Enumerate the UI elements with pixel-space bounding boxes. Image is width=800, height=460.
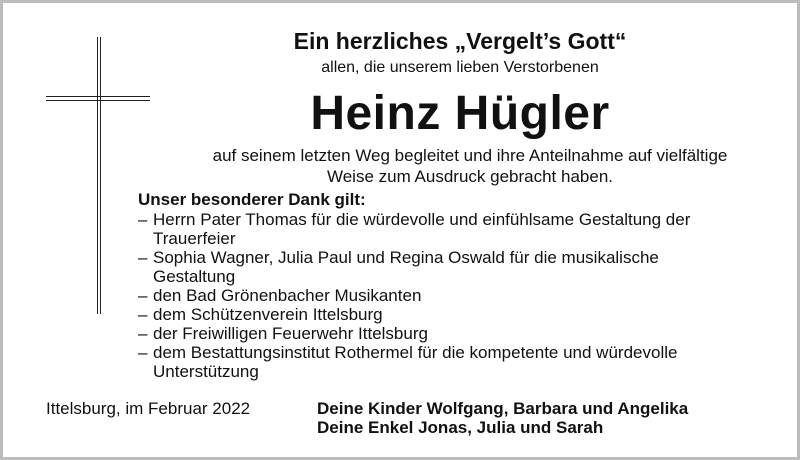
dash-bullet: – <box>138 286 148 305</box>
signature-line-1: Deine Kinder Wolfgang, Barbara und Angelika <box>317 399 689 418</box>
dash-bullet: – <box>138 343 148 362</box>
list-item-line-2: Trauerfeier <box>153 229 236 248</box>
list-item-line-1: der Freiwilligen Feuerwehr Ittelsburg <box>153 324 428 343</box>
list-item-line-2: Unterstützung <box>153 362 259 381</box>
intro-line-2: Weise zum Ausdruck gebracht haben. <box>326 167 613 186</box>
list-item-line-1: den Bad Grönenbacher Musikanten <box>153 286 422 305</box>
dash-bullet: – <box>138 305 148 324</box>
list-item-line-1: dem Schützenverein Ittelsburg <box>153 305 383 324</box>
intro-line-1: auf seinem letzten Weg begleitet und ihre Anteilnahme auf vielfältige <box>212 146 728 165</box>
list-item-line-1: dem Bestattungsinstitut Rothermel für die kompetente und würdevolle <box>153 343 678 362</box>
thanks-title: Unser besonderer Dank gilt: <box>138 190 366 209</box>
thanks-list <box>138 210 778 381</box>
headline: Ein herzliches „Vergelt’s Gott“ <box>293 28 627 54</box>
list-item <box>138 324 778 343</box>
list-item <box>138 305 778 324</box>
list-item-line-1: Herrn Pater Thomas für die würdevolle und einfühlsame Gestaltung der <box>153 210 691 229</box>
list-item-line-2: Gestaltung <box>153 267 236 286</box>
place-date: Ittelsburg, im Februar 2022 <box>46 399 251 418</box>
list-item-line-1: Sophia Wagner, Julia Paul und Regina Oswald für die musikalische <box>153 248 659 267</box>
subline: allen, die unserem lieben Verstorbenen <box>321 59 599 76</box>
dash-bullet: – <box>138 248 148 267</box>
signature-line-2: Deine Enkel Jonas, Julia und Sarah <box>317 418 604 437</box>
cross-icon-vertical-beam <box>97 37 101 314</box>
thanks-section <box>138 190 778 381</box>
intro-text <box>140 145 800 187</box>
list-item <box>138 343 778 381</box>
list-item <box>138 210 778 248</box>
deceased-name: Heinz Hügler <box>310 87 610 140</box>
cross-icon-horizontal-beam <box>46 96 150 101</box>
dash-bullet: – <box>138 324 148 343</box>
list-item <box>138 248 778 286</box>
signature <box>317 399 688 437</box>
dash-bullet: – <box>138 210 148 229</box>
list-item <box>138 286 778 305</box>
